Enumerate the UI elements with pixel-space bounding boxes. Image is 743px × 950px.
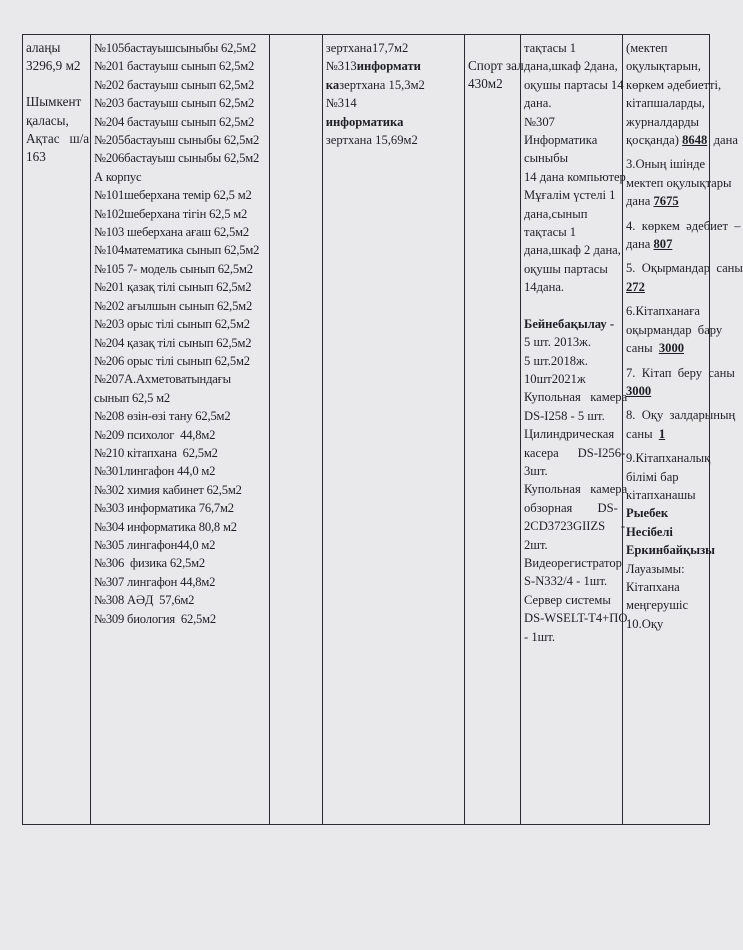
readers-count: 272 xyxy=(626,279,645,294)
classroom-line: №309 биология 62,5м2 xyxy=(94,611,217,626)
classroom-line: №204 бастауыш сынып 62,5м2 xyxy=(94,114,255,129)
classroom-line: №203 орыс тілі сынып 62,5м2 xyxy=(94,317,250,332)
classroom-line: №202 бастауыш сынып 62,5м2 xyxy=(94,77,255,92)
equipment-line: сыныбы xyxy=(524,151,569,166)
classroom-line: №308 АӘД 57,6м2 xyxy=(94,593,195,608)
lab-line: зертхана17,7м2 xyxy=(325,41,409,55)
library-line: Лауазымы: xyxy=(626,561,685,576)
classroom-line: №105 7- модель сынып 62,5м2 xyxy=(94,261,253,276)
library-line: оқырмандар бару xyxy=(626,322,723,337)
classroom-line: №208 өзін-өзі тану 62,5м2 xyxy=(94,409,231,424)
camera-line: DS-WSELT-T4+ПО xyxy=(524,611,628,626)
camera-line: 5 шт.2018ж. xyxy=(524,353,588,368)
camera-line: 2CD3723GIIZS - xyxy=(524,519,626,534)
classroom-line: №204 қазақ тілі сынып 62,5м2 xyxy=(94,335,252,350)
classroom-line: №301лингафон 44,0 м2 xyxy=(94,464,216,479)
classroom-line: №209 психолог 44,8м2 xyxy=(94,427,216,442)
lab-line: №314 xyxy=(325,96,357,111)
column-area-address xyxy=(23,35,91,824)
column-equipment xyxy=(521,35,628,824)
column-labs xyxy=(323,35,465,824)
library-line: оқулықтарын, xyxy=(626,59,701,74)
camera-line: DS-I258 - 5 шт. xyxy=(524,408,605,423)
camera-line: Сервер системы xyxy=(524,592,611,607)
camera-line: Купольная камера xyxy=(524,482,628,497)
camera-line: - 1шт. xyxy=(524,629,556,644)
classroom-line: №105бастауышсыныбы 62,5м2 xyxy=(94,41,257,55)
sport-hall-area: 430м2 xyxy=(468,76,503,92)
classroom-line: №203 бастауыш сынып 62,5м2 xyxy=(94,96,255,111)
camera-line: Видеорегистратор xyxy=(524,555,622,570)
library-line: 7. Кітап беру саны xyxy=(626,365,735,380)
fiction-count: дана 807 xyxy=(626,237,673,252)
classroom-line: №206бастауыш сыныбы 62,5м2 xyxy=(94,151,260,166)
column-classrooms xyxy=(91,35,270,824)
camera-line: обзорная DS- xyxy=(524,500,618,515)
camera-line: Купольная камера xyxy=(524,390,628,405)
library-total-books: қосқанда) 8648 дана xyxy=(626,133,738,148)
lab-line: информатика xyxy=(325,114,404,129)
lab-line: зертхана 15,69м2 xyxy=(325,133,418,148)
facilities-table xyxy=(22,34,743,825)
classroom-line: №307 лингафон 44,8м2 xyxy=(94,574,216,589)
classroom-line: №205бастауыш сыныбы 62,5м2 xyxy=(94,133,260,148)
library-line: 5. Оқырмандар саны xyxy=(626,261,743,276)
librarian-name: Несібелі xyxy=(626,524,673,539)
lab-line: №313информати xyxy=(325,59,421,74)
textbooks-count: дана 7675 xyxy=(626,194,679,209)
lab-line: казертхана 15,3м2 xyxy=(325,77,425,92)
classroom-line: №206 орыс тілі сынып 62,5м2 xyxy=(94,353,250,368)
equipment-line: Информатика xyxy=(524,133,598,148)
city-line-2: қаласы, xyxy=(26,112,69,128)
books-issued-count: 3000 xyxy=(626,383,652,398)
classroom-line: №207А.Ахметоватындағы xyxy=(94,372,231,387)
library-line: көркем әдебиетті, xyxy=(626,77,722,92)
classroom-line: №101шеберхана темір 62,5 м2 xyxy=(94,188,252,203)
library-line: 9.Кітапханалық xyxy=(626,451,711,466)
video-surveillance-heading: Бейнебақылау - xyxy=(524,316,615,331)
sport-hall-label: Спорт зал xyxy=(468,58,524,73)
librarian-name: Рыебек xyxy=(626,506,669,521)
column-empty xyxy=(270,35,323,824)
classroom-line: №306 физика 62,5м2 xyxy=(94,556,205,571)
classroom-line: №103 шеберхана ағаш 62,5м2 xyxy=(94,225,249,240)
classroom-line: №304 информатика 80,8 м2 xyxy=(94,519,237,534)
equipment-line: 14 дана компьютер xyxy=(524,169,626,184)
equipment-line: №307 xyxy=(524,114,555,129)
library-line: журналдарды xyxy=(626,114,700,129)
column-sports xyxy=(465,35,524,824)
camera-line: касера DS-I256- xyxy=(524,445,626,460)
camera-line: 5 шт. 2013ж. xyxy=(524,335,592,350)
classroom-line: №201 қазақ тілі сынып 62,5м2 xyxy=(94,280,252,295)
camera-line: 10шт2021ж xyxy=(524,371,586,386)
column-library xyxy=(623,35,743,824)
equipment-line: оқушы партасы 14 xyxy=(524,77,624,92)
classroom-line: №202 ағылшын сынып 62,5м2 xyxy=(94,298,253,313)
equipment-line: оқушы партасы xyxy=(524,261,608,276)
classroom-line: А корпус xyxy=(94,169,142,184)
library-line: кітапханашы xyxy=(626,487,696,502)
library-line: (мектеп xyxy=(626,41,668,55)
classroom-line: №104математика сынып 62,5м2 xyxy=(94,243,260,258)
equipment-line: Мұғалім үстелі 1 xyxy=(524,188,616,203)
classroom-line: №302 химия кабинет 62,5м2 xyxy=(94,482,242,497)
camera-line: Цилиндрическая xyxy=(524,427,615,442)
camera-line: S-N332/4 - 1шт. xyxy=(524,574,608,589)
classroom-line: №303 информатика 76,7м2 xyxy=(94,501,234,516)
camera-line: 3шт. xyxy=(524,463,548,478)
visits-count: саны 3000 xyxy=(626,341,685,356)
equipment-line: дана,шкаф 2дана, xyxy=(524,59,618,74)
area-value: 3296,9 м2 xyxy=(26,58,81,74)
city-line-3: Ақтас ш/а xyxy=(26,130,90,146)
equipment-line: тақтасы 1 xyxy=(524,225,577,240)
equipment-line: дана,сынып xyxy=(524,206,588,221)
library-line: Кітапхана xyxy=(626,579,680,594)
city-line-4: 163 xyxy=(26,149,46,165)
library-line: білімі бар xyxy=(626,469,679,484)
area-label: алаңы xyxy=(26,40,61,55)
reading-rooms-count: саны 1 xyxy=(626,426,666,441)
equipment-line: 14дана. xyxy=(524,280,565,295)
classroom-line: сынып 62,5 м2 xyxy=(94,390,170,405)
classroom-line: №210 кітапхана 62,5м2 xyxy=(94,445,218,460)
classroom-line: №102шеберхана тігін 62,5 м2 xyxy=(94,206,248,221)
library-line: 4. көркем әдебиет – xyxy=(626,218,741,233)
camera-line: 2шт. xyxy=(524,537,548,552)
library-line: 10.Оқу xyxy=(626,616,664,631)
equipment-line: тақтасы 1 xyxy=(524,41,577,55)
classroom-line: №201 бастауыш сынып 62,5м2 xyxy=(94,59,255,74)
equipment-line: дана. xyxy=(524,96,552,111)
librarian-name: Еркинбайқызы xyxy=(626,543,716,558)
equipment-line: дана,шкаф 2 дана, xyxy=(524,243,621,258)
library-line: 6.Кітапханаға xyxy=(626,304,700,319)
library-line: мектеп оқулықтары xyxy=(626,175,732,190)
library-line: 3.Оның ішінде xyxy=(626,157,706,172)
classroom-line: №305 лингафон44,0 м2 xyxy=(94,537,216,552)
library-line: меңгерушіс xyxy=(626,598,689,613)
library-line: кітапшаларды, xyxy=(626,96,705,111)
library-line: 8. Оқу залдарының xyxy=(626,408,736,423)
city-line-1: Шымкент xyxy=(26,94,82,110)
